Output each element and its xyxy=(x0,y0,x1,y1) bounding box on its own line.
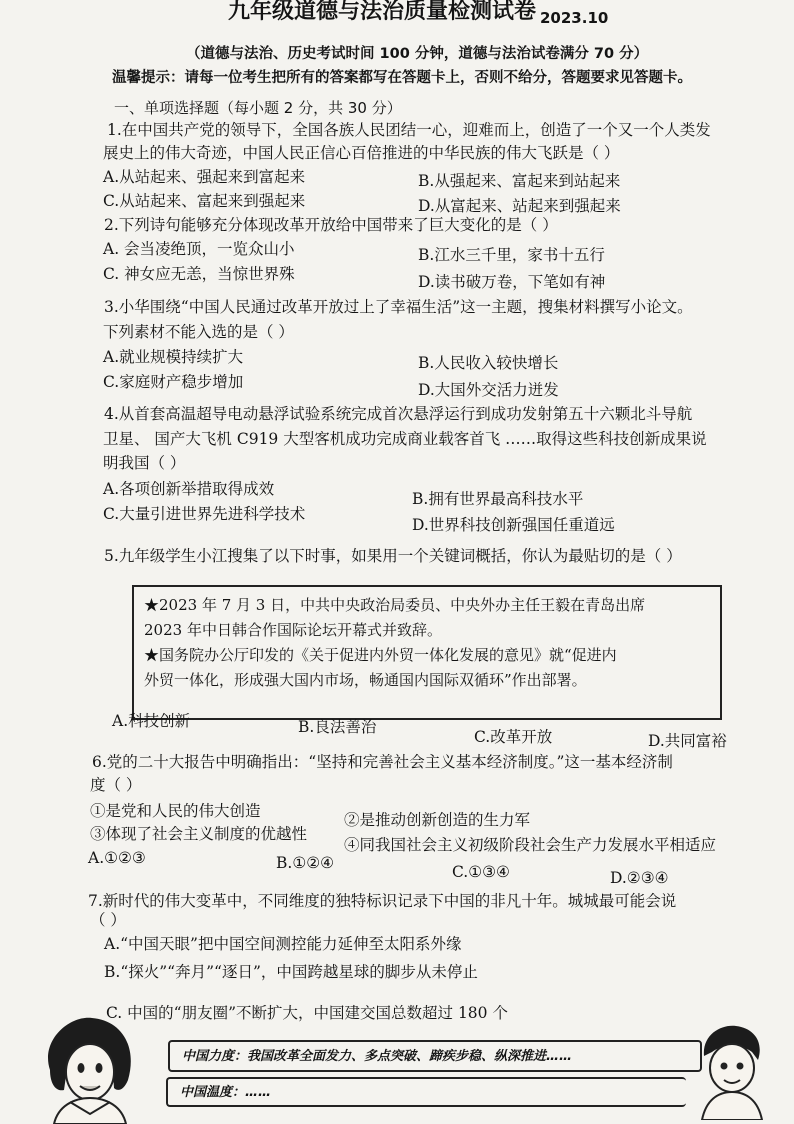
news-line2: 2023 年中日韩合作国际论坛开幕式并致辞。 xyxy=(144,621,442,639)
q3-option-b: B.人民收入较快增长 xyxy=(418,354,559,372)
q6-option-c: C.①③④ xyxy=(452,863,510,881)
q3-option-c: C.家庭财产稳步增加 xyxy=(103,373,244,391)
q4-option-a: A.各项创新举措取得成效 xyxy=(103,480,275,498)
q5-stem: 5.九年级学生小江搜集了以下时事，如果用一个关键词概括，你认为最贴切的是（ ） xyxy=(104,547,682,565)
q6-statement3: ③体现了社会主义制度的优越性 xyxy=(90,825,308,843)
q3-stem-line2: 下列素材不能入选的是（ ） xyxy=(103,323,294,341)
q6-option-b: B.①②④ xyxy=(276,854,335,872)
q7-option-c: C. 中国的“朋友圈”不断扩大，中国建交国总数超过 180 个 xyxy=(106,1004,508,1022)
q1-option-a: A.从站起来、强起来到富起来 xyxy=(103,168,306,186)
q6-option-a: A.①②③ xyxy=(88,849,146,867)
section-heading: 一、单项选择题（每小题 2 分，共 30 分） xyxy=(114,99,402,117)
q1-stem-line1: 1.在中国共产党的领导下，全国各族人民团结一心，迎难而上，创造了一个又一个人类发 xyxy=(107,121,711,139)
exam-title: 九年级道德与法治质量检测试卷 xyxy=(228,0,537,24)
q5-option-a: A.科技创新 xyxy=(112,712,191,730)
q4-stem-line1: 4.从首套高温超导电动悬浮试验系统完成首次悬浮运行到成功发射第五十六颗北斗导航 xyxy=(104,405,693,423)
q6-statement2: ②是推动创新创造的生力军 xyxy=(344,811,531,829)
q2-option-b: B.江水三千里，家书十五行 xyxy=(418,246,605,264)
q7-stem-line1: 7.新时代的伟大变革中，不同维度的独特标识记录下中国的非凡十年。城城最可能会说 xyxy=(88,892,677,910)
q6-statement4: ④同我国社会主义初级阶段社会生产力发展水平相适应 xyxy=(344,836,717,854)
q2-option-d: D.读书破万卷，下笔如有神 xyxy=(418,273,606,291)
q6-stem-line1: 6.党的二十大报告中明确指出：“坚持和完善社会主义基本经济制度。”这一基本经济制 xyxy=(92,753,673,771)
q6-option-d: D.②③④ xyxy=(610,869,669,887)
q3-stem-line1: 3.小华围绕“中国人民通过改革开放过上了幸福生活”这一主题，搜集材料撰写小论文。 xyxy=(104,298,693,316)
q7-stem-line2: （ ） xyxy=(90,911,126,929)
q1-stem-line2: 展史上的伟大奇迹，中国人民正信心百倍推进的中华民族的伟大飞跃是（ ） xyxy=(103,144,620,162)
q4-option-b: B.拥有世界最高科技水平 xyxy=(412,490,584,508)
news-line3: ★国务院办公厅印发的《关于促进内外贸一体化发展的意见》就“促进内 xyxy=(144,646,617,664)
speech-bubble-warmth: 中国温度：…… xyxy=(166,1077,686,1107)
speech-bubble-strength: 中国力度：我国改革全面发力、多点突破、蹄疾步稳、纵深推进…… xyxy=(168,1040,702,1072)
q5-option-b: B.良法善治 xyxy=(298,718,377,736)
q2-option-a: A. 会当凌绝顶，一览众山小 xyxy=(103,240,295,258)
q3-option-d: D.大国外交活力迸发 xyxy=(418,381,559,399)
q4-stem-line2: 卫星、 国产大飞机 C919 大型客机成功完成商业载客首飞 ……取得这些科技创新成果说 xyxy=(103,430,707,448)
news-line1: ★2023 年 7 月 3 日，中共中央政治局委员、中央外办主任王毅在青岛出席 xyxy=(144,596,646,614)
girl-cartoon-icon xyxy=(30,1010,150,1124)
news-box xyxy=(132,585,722,720)
q3-option-a: A.就业规模持续扩大 xyxy=(103,348,244,366)
q2-option-c: C. 神女应无恙，当惊世界殊 xyxy=(103,265,295,283)
warm-tip: 温馨提示：请每一位考生把所有的答案都写在答题卡上，否则不给分，答题要求见答题卡。 xyxy=(112,70,692,86)
boy-cartoon-icon xyxy=(692,1022,772,1120)
q5-option-d: D.共同富裕 xyxy=(648,732,727,750)
q4-stem-line3: 明我国（ ） xyxy=(103,454,186,472)
q7-option-b: B.“探火”“奔月”“逐日”，中国跨越星球的脚步从未停止 xyxy=(104,963,478,981)
q1-option-d: D.从富起来、站起来到强起来 xyxy=(418,197,621,215)
q6-statement1: ①是党和人民的伟大创造 xyxy=(90,802,261,820)
q1-option-b: B.从强起来、富起来到站起来 xyxy=(418,172,621,190)
q4-option-c: C.大量引进世界先进科学技术 xyxy=(103,505,306,523)
q7-option-a: A.“中国天眼”把中国空间测控能力延伸至太阳系外缘 xyxy=(104,935,462,953)
q4-option-d: D.世界科技创新强国任重道远 xyxy=(412,516,615,534)
q1-option-c: C.从站起来、富起来到强起来 xyxy=(103,192,306,210)
q6-stem-line2: 度（ ） xyxy=(90,776,142,794)
news-line4: 外贸一体化，形成强大国内市场，畅通国内国际双循环”作出部署。 xyxy=(144,671,587,689)
q5-option-c: C.改革开放 xyxy=(474,728,553,746)
q2-stem: 2.下列诗句能够充分体现改革开放给中国带来了巨大变化的是（ ） xyxy=(104,216,558,234)
exam-subtitle: （道德与法治、历史考试时间 100 分钟，道德与法治试卷满分 70 分） xyxy=(186,46,649,62)
exam-date: 2023.10 xyxy=(540,9,609,27)
